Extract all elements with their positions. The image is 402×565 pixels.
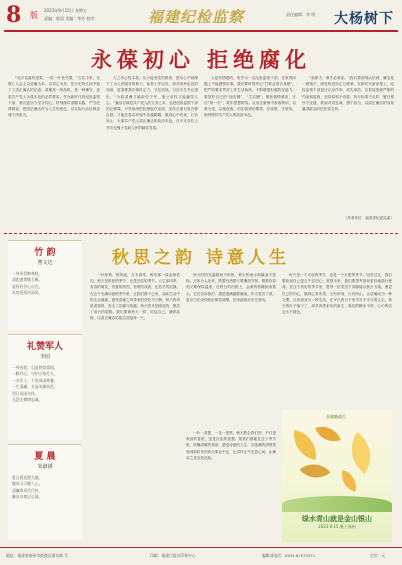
footer-print: 印刷：福建日报社印务中心: [150, 553, 196, 558]
page-number: 8: [6, 2, 22, 28]
article1-col1: “花开花落终见果，一粒一叶皆关情。”古往今来，无数仁人志士以清廉为本，以初心为舟，在历史的长河中留下了清正廉洁的足迹。清廉是一种品格，是一种操守，更是共产党人永葆本色的必然要求。作为新时代的纪检监察干部，我们更应当坚守初心，时刻保持清醒头脑，严守纪律规矩，把清正廉洁作为人生的底色，以实际行动诠释忠诚干净担当。: [8, 76, 100, 118]
article1-col2: 人之初心性本善。从小接受党的教育，我们心中就埋下了为人民服务的种子。参加工作以后，面对形形色色的诱惑，更需要我们保持定力，守住底线。习近平总书记指出，“为政清廉才能取信于民，秉公用权才能赢得人心。”廉洁自律是共产党人的立身之本，也是纪检监察干部的必修课。只有始终把纪律挺在前面，坚持自重自省自警自励，才能在复杂环境中站稳脚跟，做到心中有戒、行有所止，永葆共产党人清正廉洁的政治本色，在平凡岗位上书写无愧于党和人民的精彩答卷。: [106, 76, 198, 130]
article1-source: （作者单位：福建省纪委监委）: [343, 216, 394, 220]
hill-shape: [282, 496, 392, 512]
leaf-shape: [290, 430, 320, 460]
poem-lines: 夏日晨光照大地， 微风习习暖人心。 清廉家风代代传， 廉洁自律记心间。: [12, 475, 43, 500]
footer-price: 定价：元: [370, 553, 386, 558]
poem-lines: 一身风骨映寒秋， 清韵凌霄傲玉峰。 虚怀若谷心自在， 从容坦荡伴清风。: [12, 271, 43, 296]
article1-col3: 人是有情感的，但作为一名纪检监察干部，在原则问题上不能感情用事。我们要时刻牢记“打铁必须自身硬”，把严的要求贯穿工作生活始终，不断增强拒腐防变能力。要管好自己的“朋友圈”、“生活圈”，慎独慎微慎初，守住“第一次”，筑牢思想防线。从身边案例中汲取教训，以案为鉴、以案促改，切实做到知敬畏、存戒惧、守底线，始终保持共产党人的政治本色。: [204, 76, 296, 118]
section-divider: [4, 233, 398, 234]
issue-date: 2023年9月15日 星期五: [44, 8, 88, 13]
leaf-shape: [338, 470, 360, 492]
headline-top: 永葆初心 拒绝腐化: [90, 47, 312, 72]
poem-card-2: [8, 334, 82, 440]
poem-title: 礼赞军人: [26, 342, 63, 352]
edit-info: 责任编辑：李 明: [286, 12, 316, 17]
footer-address: 地址：福建省福州市鼓楼区湖东路 号: [6, 553, 68, 558]
footer-phone: 编辑部电话：0591-87573371: [262, 553, 316, 558]
paper-name: 福建纪检监察: [148, 8, 245, 26]
article2-col4: 一叶一菩提，一花一世界。秋天教会我们的，不仅是收获的喜悦，更是沉淀的智慧。愿我们都能在这个季节里，读懂清廉的真谛，感受诗意的人生，以饱满的热情投身到新时代的伟大事业中去，让清风正气充盈心间，让廉洁之花处处绽放。: [186, 431, 276, 460]
poem-author: 曹文达: [37, 260, 53, 266]
poem-card-3: [8, 444, 82, 540]
headline-mid: 秋思之韵 诗意人生: [112, 248, 290, 268]
leaf-shape: [340, 432, 382, 474]
article2-col1: 一叶知秋，秋风起，万木凋零，唯有那一抹金黄依旧。秋天是收获的季节，也是沉淀的季节。人生如四季，有春的萌发，有夏的热烈，有秋的成熟，也有冬的沉静。在这个充满诗意的季节里，让我们静下心来，品味生活中的点点滴滴，感受清廉之风带来的美好与宁静。秋天的风是清爽的，吹走了浮躁与喧嚣；秋天的月是明亮的，照亮了前行的道路。我们要像秋天一样，沉淀自己，涵养品格，以清正廉洁的姿态迎接每一天。: [90, 273, 180, 321]
poem-author: 李园: [39, 354, 50, 360]
article1-col4: “莫伸手，伸手必被捉。”我们要深刻认识到，廉洁是一面镜子，照见的是初心与使命。在新时代新征程上，纪检监察干部更应以身作则、率先垂范，自觉接受最严格的约束和监督，坚持原则不动摇、执行标准不走样、履行程序不变通，做到对党忠诚、勇于担当，以清正廉洁的形象赢得群众的信任和支持。: [302, 76, 394, 112]
illustration: [282, 410, 392, 542]
leaf-shape: [300, 456, 331, 487]
illustration-caption: 绿水青山就是金山银山: [302, 515, 372, 523]
poem-title: 夏 晨: [34, 452, 56, 462]
article2-col3: 秋天是一个丰收的季节，也是一个反思的季节。回首过往，我们要检视自己是否不忘初心；展望未来，我们要思考如何更好地践行使命。在这个美好的季节里，愿每一位党员干部都能以秋天为镜，照见自己的内心，做到心有所畏、言有所戒、行有所止。让清廉成为一种习惯，让诗意成为一种生活，在平凡的日子里书写不平凡的人生。秋天的叶子落下了，却孕育着来年的新生；我们的脚步不停，心中的信念永不褪色。: [282, 273, 392, 315]
illustration-subcaption: 2023.9.15 摄于福州: [318, 524, 356, 529]
masthead: [0, 0, 402, 34]
masthead-rule: [4, 30, 398, 32]
poem-author: 朱淑祺: [37, 464, 53, 470]
illustration-logo: 金融廉政行: [326, 414, 346, 419]
editor-line: 责编：陈国 美编：华芳 校对：: [44, 16, 99, 21]
poem-title: 竹 韵: [34, 248, 56, 258]
page-unit: 版: [30, 11, 38, 20]
section-title: 大杨树下: [334, 11, 394, 27]
leaf-shape: [315, 421, 341, 447]
poem-lines: 一身戎装，尽显铁骨柔情。 一颗丹心，守护万家灯火。 一名军人，不畏风雨寒暑。 一生清廉，方显英雄本色。 烈日风雨为伴， 无怨无悔铸忠诚。: [12, 365, 58, 403]
article2-col2: 秋天的阳光温暖而不炽热，秋天的雨水细腻而不张扬。正如为人处世，既要有热情又要懂得节制，既要有原则又要保持温度。在秋日的田野上，金黄的稻穗低垂着头，它们告诉我们：越是饱满越要谦逊。作为党员干部，更应当在成绩面前保持清醒，在诱惑面前守住底线。: [186, 273, 276, 302]
footer: [0, 547, 402, 565]
